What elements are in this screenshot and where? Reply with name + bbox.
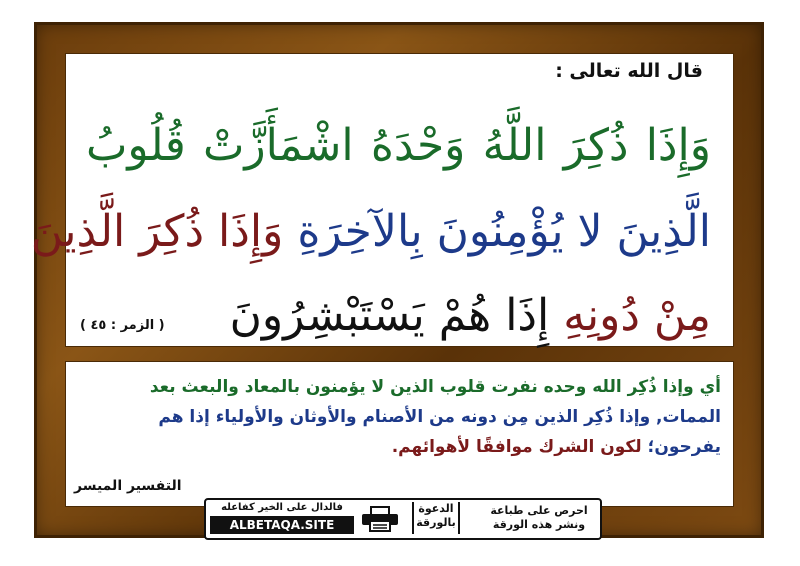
verse-intro: قال الله تعالى :: [555, 60, 703, 82]
dawah-logo: [412, 502, 460, 534]
banner-print-note: [484, 504, 594, 532]
dawah-logo-line-2: بالورقة: [416, 516, 456, 529]
printer-icon: [360, 506, 400, 532]
tafsir-line-2: الممات, وإذا ذُكِر الذين مِن دونه من الأصنام والأوثان والأولياء إذا هم: [158, 407, 721, 427]
tafsir-source: التفسير الميسر: [74, 478, 182, 494]
tafsir-line-3-b: لكون الشرك موافقًا لأهوائهم.: [391, 437, 642, 457]
verse-line-3-red: مِنْ دُونِهِ: [563, 290, 711, 341]
banner-proverb: فالدال على الخير كفاعله: [221, 502, 343, 513]
tafsir-line-1: أي وإذا ذُكِر الله وحده نفرت قلوب الذين لا يؤمنون بالمعاد والبعث بعد: [149, 377, 721, 397]
verse-panel: [30, 54, 733, 346]
verse-reference: ( الزمر : ٤٥ ): [80, 318, 165, 333]
banner-site-block: [210, 502, 354, 534]
dawah-logo-line-1: الدعوة: [418, 502, 454, 515]
banner-print-note-line-1: احرص على طباعة: [490, 504, 588, 517]
tafsir-panel: [66, 362, 733, 506]
tafsir-line-3: [78, 432, 721, 462]
banner-print-note-line-2: ونشر هذه الورقة: [492, 518, 586, 531]
verse-line-2-red: وَإِذَا ذُكِرَ الَّذِينَ: [30, 206, 284, 257]
verse-line-3-black: إِذَا هُمْ يَسْتَبْشِرُونَ: [229, 290, 550, 341]
verse-line-1: وَإِذَا ذُكِرَ اللَّهُ وَحْدَهُ اشْمَأَزَّتْ قُلُوبُ: [86, 120, 711, 171]
verse-line-2-blue: الَّذِينَ لا يُؤْمِنُونَ بِالآخِرَةِ: [297, 206, 711, 257]
site-link[interactable]: ALBETAQA.SITE: [210, 516, 354, 534]
verse-line-3: [229, 286, 711, 346]
footer-banner: [204, 498, 602, 540]
verse-line-2: [30, 202, 711, 262]
tafsir-text: [78, 372, 721, 462]
tafsir-line-3-a: يفرحون؛: [647, 437, 721, 457]
